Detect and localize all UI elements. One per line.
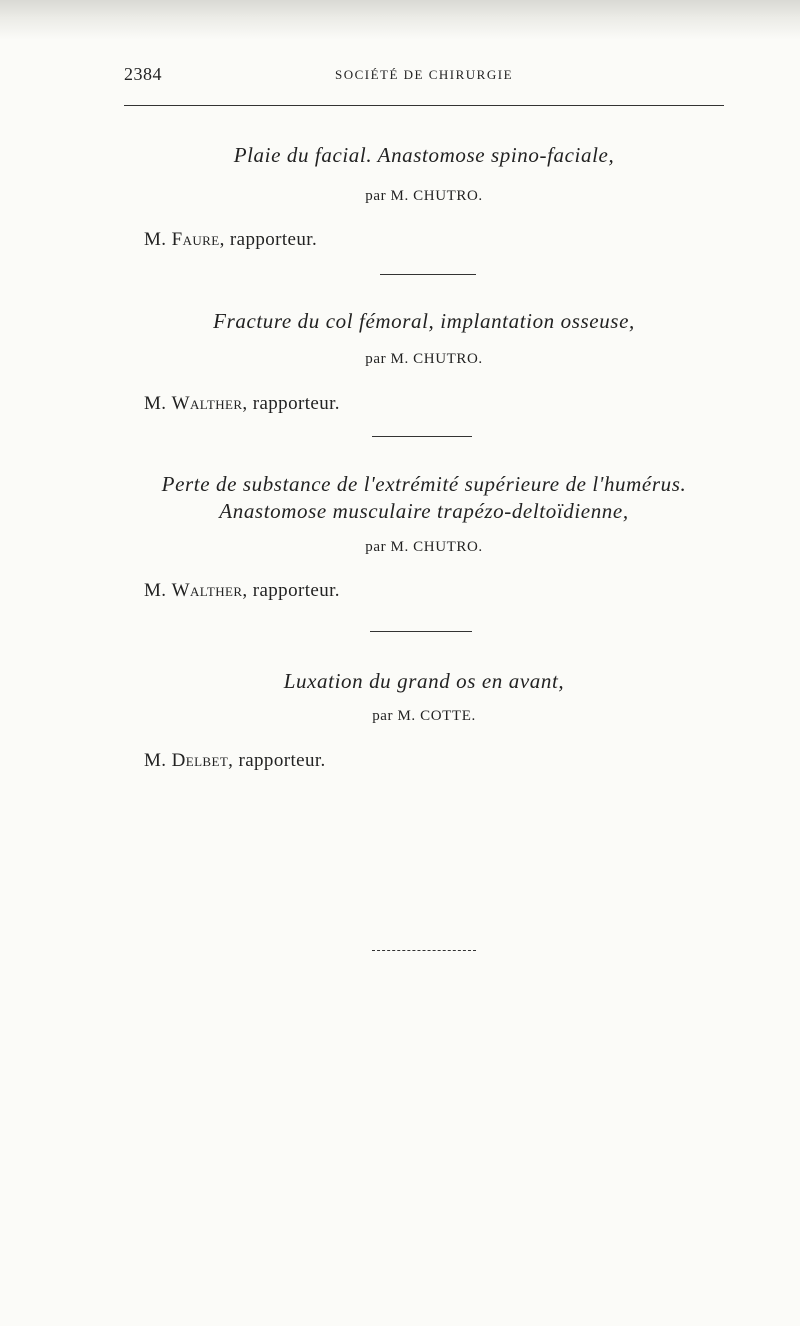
entry-author: par M. CHUTRO. bbox=[365, 351, 483, 367]
entry-author: par M. CHUTRO. bbox=[365, 539, 483, 555]
entry-rapporteur bbox=[144, 393, 340, 415]
section-separator bbox=[380, 274, 476, 275]
rapporteur-suffix: , rapporteur. bbox=[219, 229, 318, 250]
rapporteur-suffix: , rapporteur. bbox=[242, 580, 340, 601]
page-header bbox=[124, 64, 724, 88]
rapporteur-prefix: M. bbox=[144, 750, 167, 771]
header-rule bbox=[124, 105, 724, 106]
rapporteur-name: Walther bbox=[171, 580, 243, 601]
rapporteur-name: Delbet bbox=[171, 750, 229, 771]
page-number: 2384 bbox=[124, 64, 162, 84]
entry-title: Perte de substance de l'extrémité supérieure de l'humérus. bbox=[161, 472, 687, 496]
rapporteur-prefix: M. bbox=[144, 393, 167, 414]
entry-title: Plaie du facial. Anastomose spino-faciale, bbox=[233, 143, 615, 167]
rapporteur-suffix: , rapporteur. bbox=[228, 750, 326, 771]
rapporteur-name: Walther bbox=[171, 393, 243, 414]
entry-title-line-2: Anastomose musculaire trapézo-deltoïdienne, bbox=[219, 499, 629, 523]
rapporteur-suffix: , rapporteur. bbox=[242, 393, 340, 414]
entry-author: par M. COTTE. bbox=[372, 708, 476, 724]
running-title: SOCIÉTÉ DE CHIRURGIE bbox=[334, 67, 514, 82]
rapporteur-name: Faure bbox=[171, 229, 220, 250]
rapporteur-prefix: M. bbox=[144, 229, 167, 250]
entry-rapporteur bbox=[144, 750, 326, 772]
entry-rapporteur bbox=[144, 580, 340, 602]
entry-author: par M. CHUTRO. bbox=[365, 188, 483, 204]
scan-edge-shadow bbox=[0, 0, 800, 40]
section-separator bbox=[372, 436, 472, 437]
section-separator bbox=[370, 631, 472, 632]
entry-title: Luxation du grand os en avant, bbox=[283, 669, 565, 693]
entry-rapporteur bbox=[144, 229, 317, 251]
end-separator bbox=[372, 950, 476, 951]
rapporteur-prefix: M. bbox=[144, 580, 167, 601]
entry-title: Fracture du col fémoral, implantation osseuse, bbox=[213, 309, 635, 333]
